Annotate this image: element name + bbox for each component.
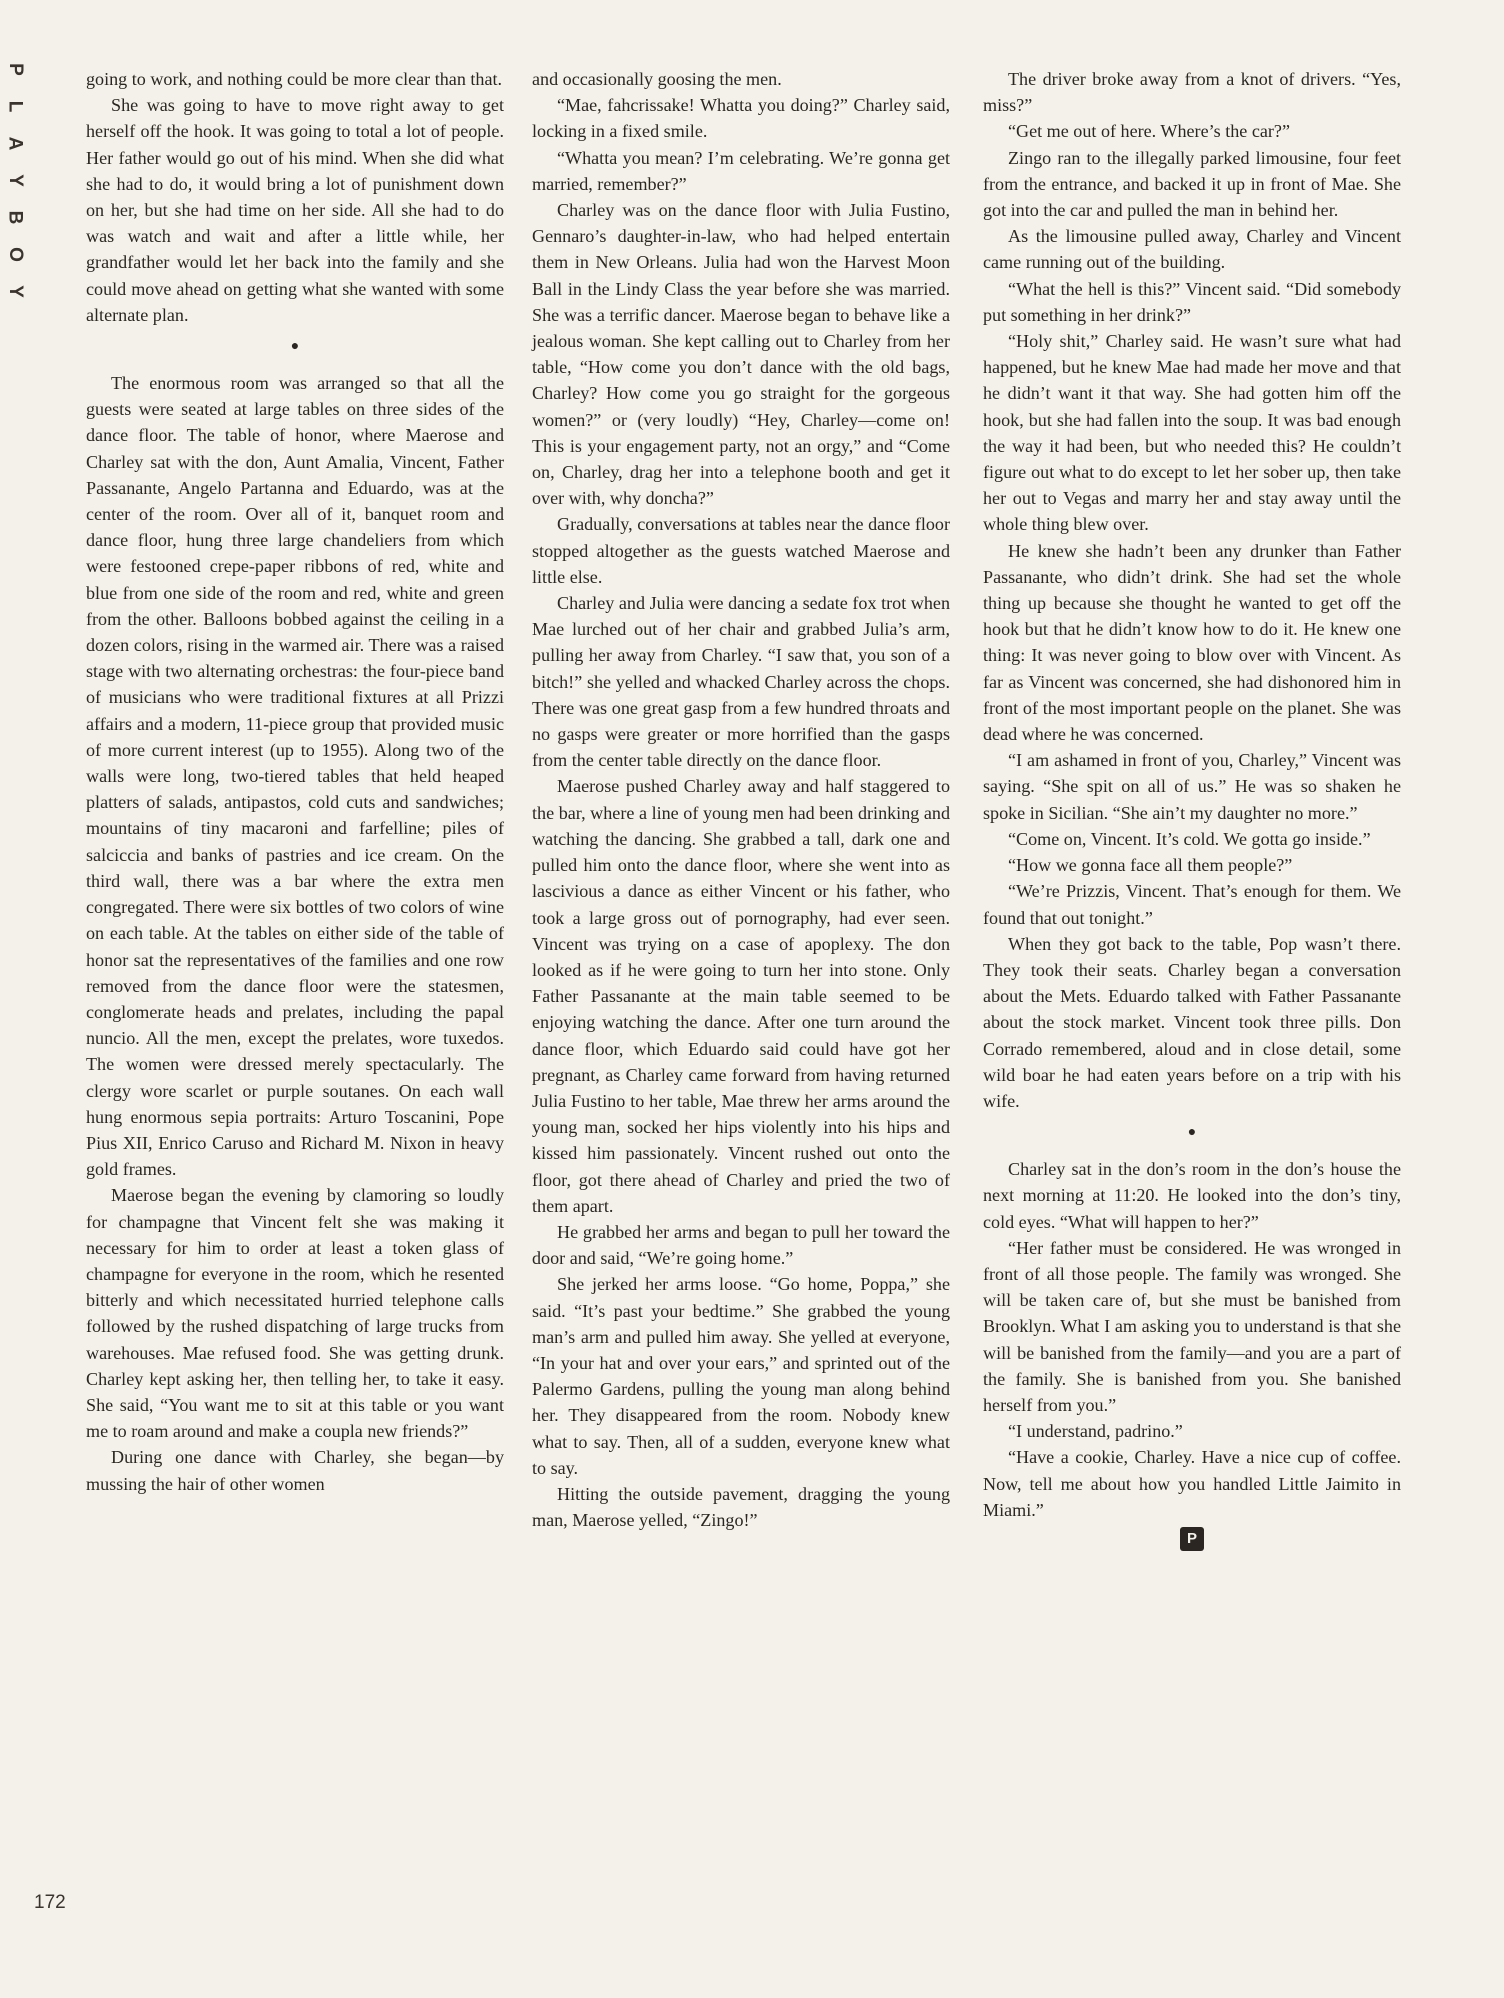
section-separator: ● bbox=[1187, 1125, 1197, 1141]
paragraph: “Get me out of here. Where’s the car?” bbox=[1008, 121, 1290, 142]
paragraph: Charley was on the dance floor with Julia Fustino, Gennaro’s daughter-in-law, who had helped entertain them in New Orleans. Julia had won the Harvest Moon Ball in the Lindy Class the year before she was married. She was a terrific dancer. Maerose began to behave like a jealous woman. She kept calling out to Charley from her table, “How come you don’t dance with the old bags, Charley? How come you go straight for the gorgeous women?” or (very loudly) “Hey, Charley—come on! This is your engagement party, not an orgy,” and “Come on, Charley, drag her into a telephone booth and get it over with, why doncha?” bbox=[532, 200, 950, 509]
paragraph: “I am ashamed in front of you, Charley,” Vincent was saying. “She spit on all of us.” He was so shaken he spoke in Sicilian. “She ain’t my daughter no more.” bbox=[983, 750, 1401, 823]
paragraph: “Have a cookie, Charley. Have a nice cup of coffee. Now, tell me about how you handled Little Jaimito in Miami.” bbox=[983, 1447, 1401, 1520]
paragraph: Gradually, conversations at tables near the dance floor stopped altogether as the guests watched Maerose and little else. bbox=[532, 514, 950, 587]
paragraph: During one dance with Charley, she began—by mussing the hair of other women bbox=[86, 1447, 504, 1494]
paragraph: “Her father must be considered. He was wronged in front of all those people. The family was wronged. She will be taken care of, but she must be banished from Brooklyn. What I am asking you to understand is that she will be banished from the family—and you are a part of the family. She is banished from you. She banished herself from you.” bbox=[983, 1237, 1401, 1415]
paragraph: He knew she hadn’t been any drunker than Father Passanante, who didn’t drink. She had set the whole thing up because she thought he wanted to get off the hook but that he didn’t know how to do it. He knew one thing: It was never going to blow over with Vincent. As far as Vincent was concerned, she had dishonored him in front of the most important people on the planet. She was dead where he was concerned. bbox=[983, 540, 1401, 745]
text-column-2 bbox=[532, 66, 950, 1533]
page-number: 172 bbox=[34, 1892, 66, 1913]
paragraph: She was going to have to move right away to get herself off the hook. It was going to total a lot of people. Her father would go out of his mind. When she did what she had to do, it would bring a lot of punishment down on her, but she had time on her side. All she had to do was watch and wait and after a little while, her grandfather would let her back into the family and she could move ahead on getting what she wanted with some alternate plan. bbox=[86, 95, 504, 325]
masthead-letter: Y bbox=[4, 174, 26, 187]
paragraph: “Whatta you mean? I’m celebrating. We’re gonna get married, remember?” bbox=[532, 147, 950, 194]
paragraph: going to work, and nothing could be more clear than that. bbox=[86, 69, 503, 89]
paragraph: He grabbed her arms and began to pull her toward the door and said, “We’re going home.” bbox=[532, 1221, 950, 1269]
paragraph: Maerose began the evening by clamoring so loudly for champagne that Vincent felt she was making it necessary for him to order at least a token glass of champagne for everyone in the room, which he resented bitterly and which necessitated hurried telephone calls followed by the rushed dispatching of large trucks from warehouses. Mae refused food. She was getting drunk. Charley kept asking her, then telling her, to take it easy. She said, “You want me to sit at this table or you want me to roam around and make a coupla new friends?” bbox=[86, 1185, 504, 1442]
paragraph: Maerose pushed Charley away and half staggered to the bar, where a line of young men had been drinking and watching the dancing. She grabbed a tall, dark one and pulled him onto the dance floor, where she went into as lascivious a dance as either Vincent or his father, who took a large gross out of pornography, had ever seen. Vincent was trying on a case of apoplexy. The don looked as if he were going to turn her into stone. Only Father Passanante at the main table seemed to be enjoying watching the dance. After one turn around the dance floor, which Eduardo said could have got her pregnant, as Charley came forward from having returned Julia Fustino to her table, Mae threw her arms around the young man, socked her hips violently into his hips and kissed him passionately. Vincent rushed out onto the floor, got there ahead of Charley and pried the two of them apart. bbox=[532, 776, 950, 1216]
text-column-1 bbox=[86, 66, 504, 1497]
masthead-playboy bbox=[0, 60, 30, 319]
paragraph: and occasionally goosing the men. bbox=[532, 69, 782, 89]
paragraph: As the limousine pulled away, Charley and Vincent came running out of the building. bbox=[983, 226, 1401, 273]
masthead-letter: L bbox=[4, 100, 26, 113]
masthead-letter: O bbox=[4, 247, 26, 262]
paragraph: “Come on, Vincent. It’s cold. We gotta go inside.” bbox=[1008, 828, 1371, 849]
paragraph: Charley sat in the don’s room in the don’s house the next morning at 11:20. He looked into the don’s tiny, cold eyes. “What will happen to her?” bbox=[983, 1159, 1401, 1232]
paragraph: The driver broke away from a knot of drivers. “Yes, miss?” bbox=[983, 69, 1401, 116]
end-mark-icon: P bbox=[1180, 1527, 1204, 1551]
masthead-letter: Y bbox=[4, 285, 26, 298]
text-column-3 bbox=[983, 66, 1401, 1551]
paragraph: “How we gonna face all them people?” bbox=[1008, 855, 1293, 876]
paragraph: “What the hell is this?” Vincent said. “Did somebody put something in her drink?” bbox=[983, 278, 1401, 325]
paragraph: “We’re Prizzis, Vincent. That’s enough for them. We found that out tonight.” bbox=[983, 881, 1401, 928]
masthead-letter: B bbox=[4, 210, 26, 225]
section-separator: ● bbox=[290, 339, 300, 355]
masthead-letter: A bbox=[4, 136, 26, 151]
paragraph: The enormous room was arranged so that all the guests were seated at large tables on three sides of the dance floor. The table of honor, where Maerose and Charley sat with the don, Aunt Amalia, Vincent, Father Passanante, Angelo Partanna and Eduardo, was at the center of the room. Over all of it, banquet room and dance floor, hung three large chandeliers from which were festooned crepe-paper ribbons of red, white and blue from one side of the room and red, white and green from the other. Balloons bobbed against the ceiling in a dozen colors, rising in the warmed air. There was a raised stage with two alternating orchestras: the four-piece band of musicians who were traditional fixtures at all Prizzi affairs and a modern, 11-piece group that provided music of more current interest (up to 1955). Along two of the walls were long, two-tiered tables that held heaped platters of salads, antipastos, cold cuts and sandwiches; mountains of tiny macaroni and farfelline; piles of salciccia and banks of pastries and ice cream. On the third wall, there was a bar where the extra men congregated. There were six bottles of two colors of wine on each table. At the tables on either side of the table of honor sat the representatives of the families and one row removed from the dance floor were the statesmen, conglomerate heads and prelates, including the papal nuncio. All the men, except the prelates, wore tuxedos. The women were dressed merely spectacularly. The clergy wore scarlet or purple soutanes. On each wall hung enormous sepia portraits: Arturo Toscanini, Pope Pius XII, Enrico Caruso and Richard M. Nixon in heavy gold frames. bbox=[86, 373, 504, 1180]
paragraph: Hitting the outside pavement, dragging the young man, Maerose yelled, “Zingo!” bbox=[532, 1483, 950, 1531]
paragraph: When they got back to the table, Pop wasn’t there. They took their seats. Charley began a conversation about the Mets. Eduardo talked with Father Passanante about the stock market. Vincent took three pills. Don Corrado remembered, aloud and in close detail, some wild boar he had eaten years before on a trip with his wife. bbox=[983, 933, 1401, 1111]
paragraph: “Mae, fahcrissake! Whatta you doing?” Charley said, locking in a fixed smile. bbox=[532, 95, 950, 142]
paragraph: She jerked her arms loose. “Go home, Poppa,” she said. “It’s past your bedtime.” She grabbed the young man’s arm and pulled him away. She yelled at everyone, “In your hat and over your ears,” and sprinted out of the Palermo Gardens, pulling the young man along behind her. They disappeared from the room. Nobody knew what to say. Then, all of a sudden, everyone knew what to say. bbox=[532, 1274, 950, 1478]
paragraph: Zingo ran to the illegally parked limousine, four feet from the entrance, and backed it up in front of Mae. She got into the car and pulled the man in behind her. bbox=[983, 147, 1401, 221]
paragraph: “Holy shit,” Charley said. He wasn’t sure what had happened, but he knew Mae had made her move and that he didn’t want it that way. She had gotten him off the hook, but she had fallen into the soup. It was bad enough the way it had been, but who needed this? He couldn’t figure out what to do except to let her sober up, then take her out to Vegas and marry her and stay away until the whole thing blew over. bbox=[983, 331, 1401, 535]
paragraph: “I understand, padrino.” bbox=[1008, 1421, 1183, 1442]
paragraph: Charley and Julia were dancing a sedate fox trot when Mae lurched out of her chair and grabbed Julia’s arm, pulling her away from Charley. “I saw that, you son of a bitch!” she yelled and whacked Charley across the chops. There was one great gasp from a few hundred throats and no gasps were greater or more horrified than the gasps from the center table directly on the dance floor. bbox=[532, 593, 950, 771]
masthead-letter: P bbox=[4, 63, 26, 76]
